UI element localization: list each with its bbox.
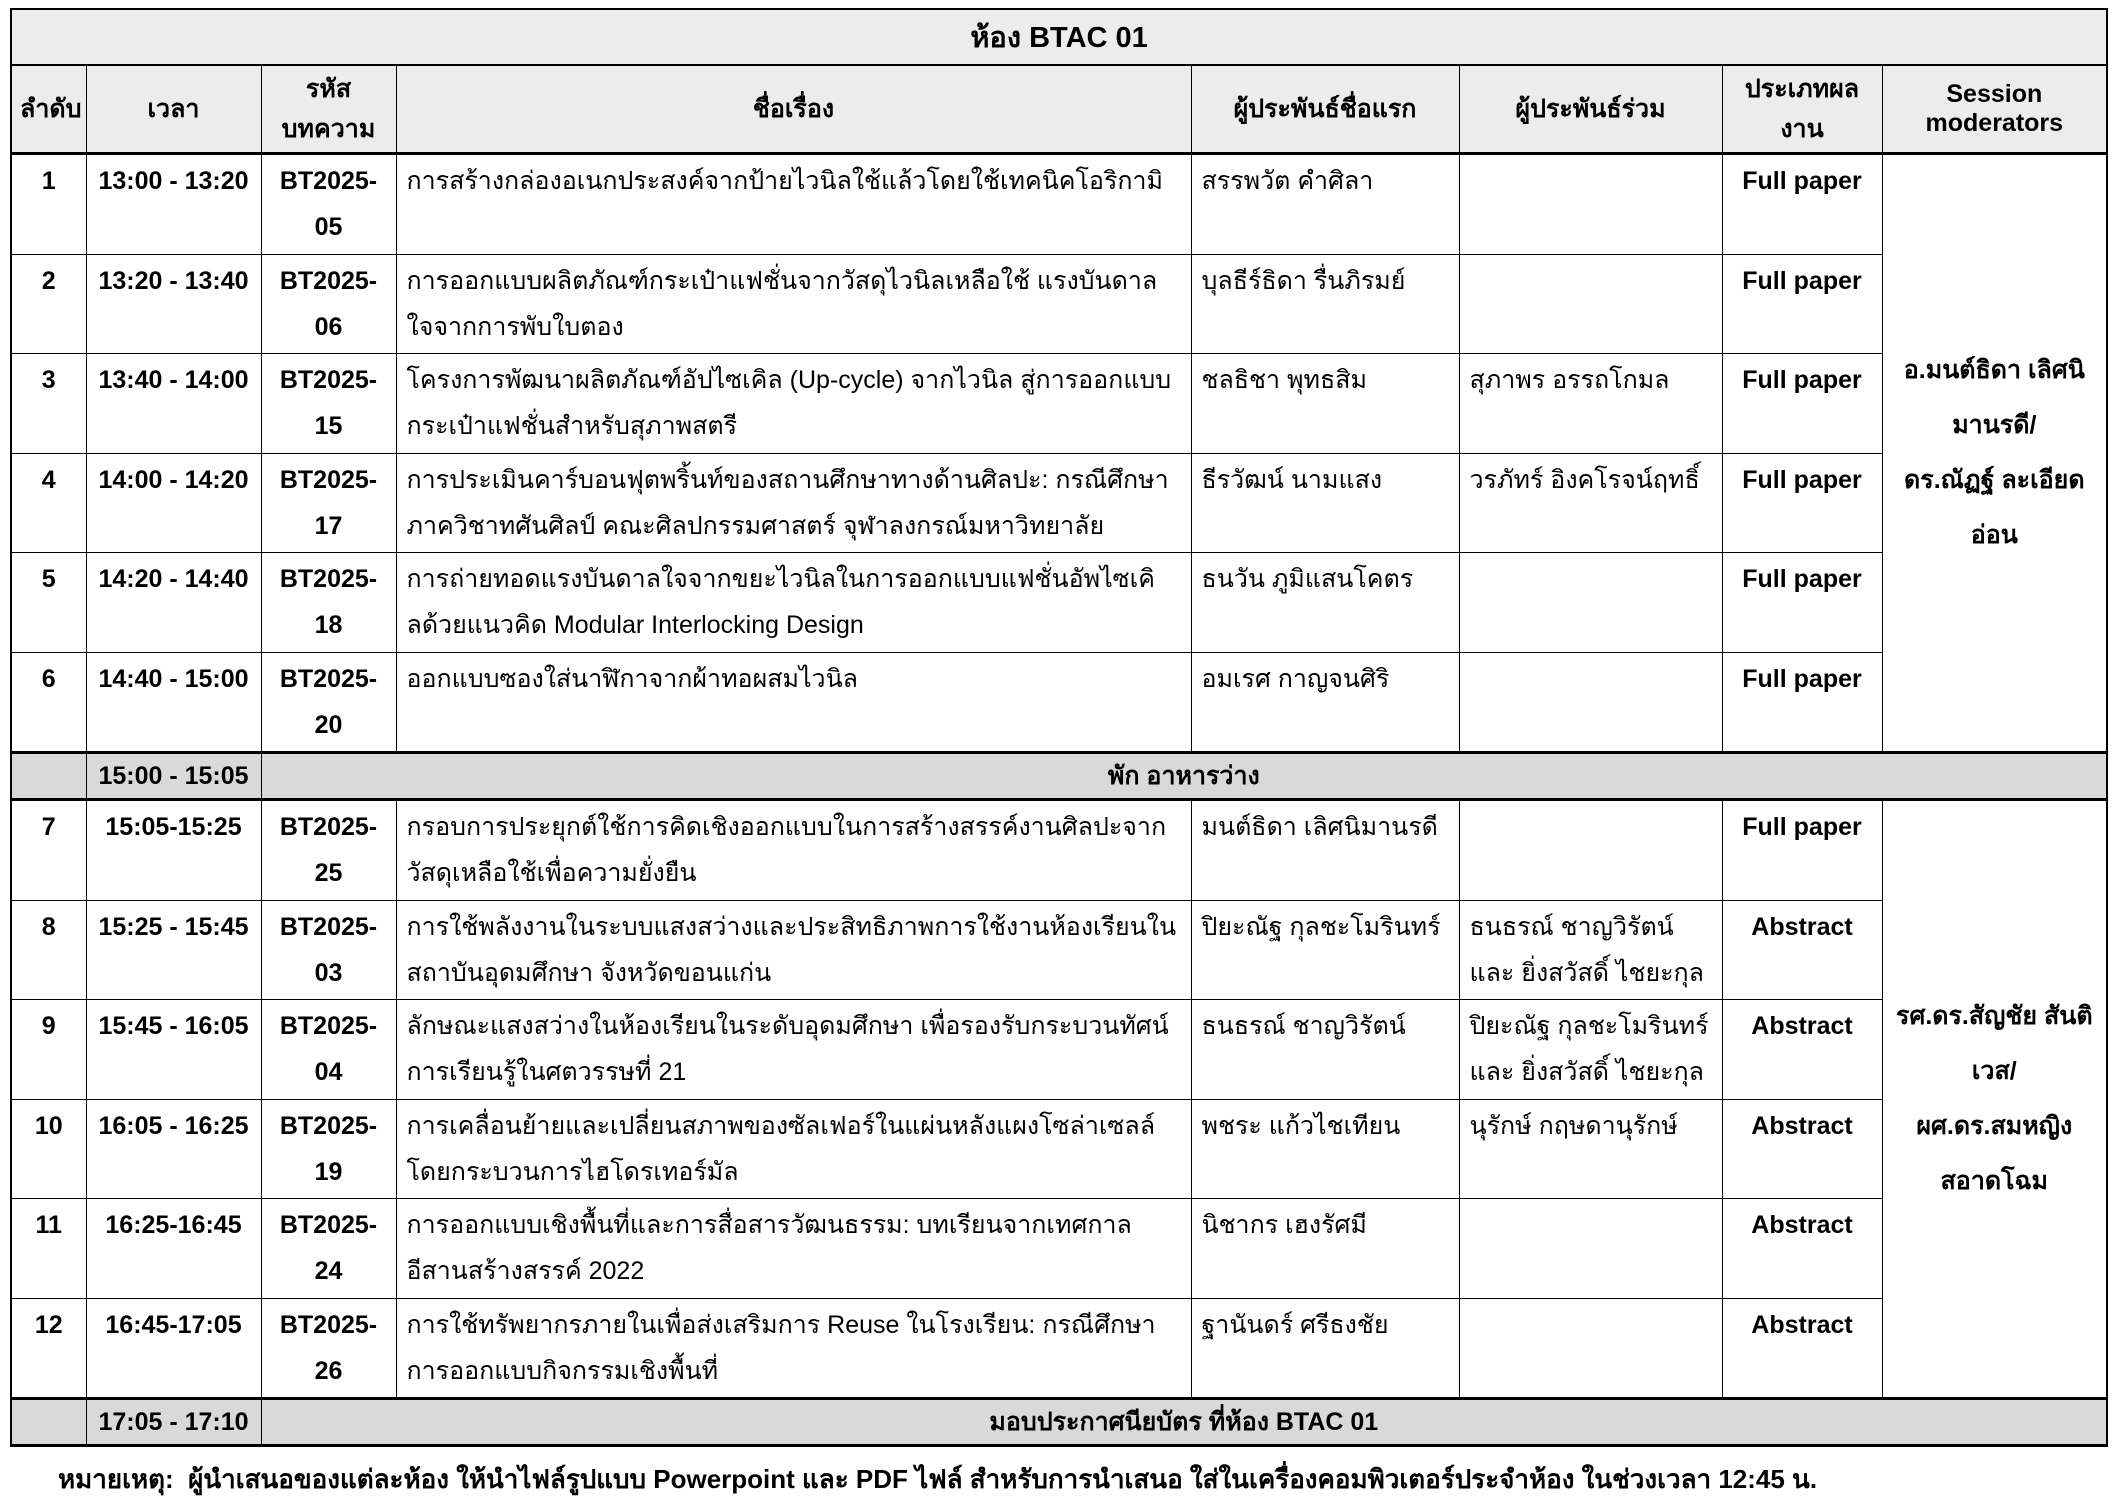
type-cell: Abstract	[1722, 1199, 1882, 1299]
room-title: ห้อง BTAC 01	[11, 9, 2107, 65]
type-cell: Full paper	[1722, 453, 1882, 553]
first-author-cell: ปิยะณัฐ กุลชะโมรินทร์	[1191, 900, 1459, 1000]
coauthor-cell: ธนธรณ์ ชาญวิรัตน์ และ ยิ่งสวัสดิ์ ไชยะกุล	[1459, 900, 1722, 1000]
order-cell: 12	[11, 1298, 86, 1399]
order-cell: 8	[11, 900, 86, 1000]
type-cell: Full paper	[1722, 254, 1882, 354]
title-cell: การใช้ทรัพยากรภายในเพื่อส่งเสริมการ Reuse ในโรงเรียน: กรณีศึกษาการออกแบบกิจกรรมเชิงพื้นที่	[396, 1298, 1191, 1399]
paper-code-cell: BT2025-18	[261, 553, 396, 653]
coauthor-cell	[1459, 254, 1722, 354]
coauthor-cell	[1459, 154, 1722, 255]
break-row	[11, 1399, 2107, 1446]
type-cell: Abstract	[1722, 1298, 1882, 1399]
table-row	[11, 1199, 2107, 1299]
paper-code-cell: BT2025-26	[261, 1298, 396, 1399]
time-cell: 16:25-16:45	[86, 1199, 261, 1299]
order-cell: 3	[11, 354, 86, 454]
moderator-line: ดร.ณัฏฐ์ ละเอียดอ่อน	[1904, 466, 2085, 549]
table-row	[11, 1298, 2107, 1399]
paper-code-cell: BT2025-04	[261, 1000, 396, 1100]
coauthor-cell	[1459, 652, 1722, 753]
note-text: ผู้นำเสนอของแต่ละห้อง ให้นำไฟล์รูปแบบ Powerpoint และ PDF ไฟล์ สำหรับการนำเสนอ ใส่ในเครื่องคอมพิวเตอร์ประจำห้อง ในช่วงเวลา 12:45 น.	[188, 1464, 1818, 1494]
title-cell: การออกแบบผลิตภัณฑ์กระเป๋าแฟชั่นจากวัสดุไวนิลเหลือใช้ แรงบันดาลใจจากการพับใบตอง	[396, 254, 1191, 354]
first-author-cell: สรรพวัต คำศิลา	[1191, 154, 1459, 255]
type-cell: Abstract	[1722, 1000, 1882, 1100]
coauthor-cell: ปิยะณัฐ กุลชะโมรินทร์ และ ยิ่งสวัสดิ์ ไชยะกุล	[1459, 1000, 1722, 1100]
title-cell: การออกแบบเชิงพื้นที่และการสื่อสารวัฒนธรรม: บทเรียนจากเทศกาลอีสานสร้างสรรค์ 2022	[396, 1199, 1191, 1299]
time-cell: 15:05-15:25	[86, 800, 261, 901]
type-cell: Abstract	[1722, 900, 1882, 1000]
table-row	[11, 354, 2107, 454]
type-cell: Full paper	[1722, 800, 1882, 901]
order-cell: 7	[11, 800, 86, 901]
table-row	[11, 1000, 2107, 1100]
time-cell: 17:05 - 17:10	[86, 1399, 261, 1446]
title-cell: ออกแบบซองใส่นาฬิกาจากผ้าทอผสมไวนิล	[396, 652, 1191, 753]
header-moderators: Session moderators	[1882, 65, 2107, 154]
table-row	[11, 900, 2107, 1000]
order-cell: 9	[11, 1000, 86, 1100]
moderators-cell	[1882, 154, 2107, 753]
coauthor-cell	[1459, 553, 1722, 653]
break-label-cell: พัก อาหารว่าง	[261, 753, 2107, 800]
break-row	[11, 753, 2107, 800]
title-cell: การเคลื่อนย้ายและเปลี่ยนสภาพของซัลเฟอร์ในแผ่นหลังแผงโซล่าเซลล์โดยกระบวนการไฮโดรเทอร์มัล	[396, 1099, 1191, 1199]
coauthor-cell: วรภัทร์ อิงคโรจน์ฤทธิ์	[1459, 453, 1722, 553]
break-label-cell: มอบประกาศนียบัตร ที่ห้อง BTAC 01	[261, 1399, 2107, 1446]
time-cell: 13:00 - 13:20	[86, 154, 261, 255]
coauthor-cell: นุรักษ์ กฤษดานุรักษ์	[1459, 1099, 1722, 1199]
first-author-cell: อมเรศ กาญจนศิริ	[1191, 652, 1459, 753]
type-cell: Full paper	[1722, 154, 1882, 255]
time-cell: 14:20 - 14:40	[86, 553, 261, 653]
time-cell: 15:25 - 15:45	[86, 900, 261, 1000]
paper-code-cell: BT2025-24	[261, 1199, 396, 1299]
title-cell: การใช้พลังงานในระบบแสงสว่างและประสิทธิภาพการใช้งานห้องเรียนในสถาบันอุดมศึกษา จังหวัดขอนแก่น	[396, 900, 1191, 1000]
header-type: ประเภทผลงาน	[1722, 65, 1882, 154]
title-cell: การประเมินคาร์บอนฟุตพริ้นท์ของสถานศึกษาทางด้านศิลปะ: กรณีศึกษาภาควิชาทศันศิลป์ คณะศิลปกรรมศาสตร์ จุฬาลงกรณ์มหาวิทยาลัย	[396, 453, 1191, 553]
order-cell: 11	[11, 1199, 86, 1299]
type-cell: Full paper	[1722, 652, 1882, 753]
moderator-line: ผศ.ดร.สมหญิง สอาดโฉม	[1916, 1112, 2073, 1195]
coauthor-cell	[1459, 800, 1722, 901]
title-cell: ลักษณะแสงสว่างในห้องเรียนในระดับอุดมศึกษา เพื่อรองรับกระบวนทัศน์การเรียนรู้ในศตวรรษที่ 21	[396, 1000, 1191, 1100]
first-author-cell: มนต์ธิดา เลิศนิมานรดี	[1191, 800, 1459, 901]
type-cell: Abstract	[1722, 1099, 1882, 1199]
paper-code-cell: BT2025-17	[261, 453, 396, 553]
table-row	[11, 652, 2107, 753]
first-author-cell: ธีรวัฒน์ นามแสง	[1191, 453, 1459, 553]
note	[58, 1463, 2106, 1497]
time-cell: 15:00 - 15:05	[86, 753, 261, 800]
table-row	[11, 800, 2107, 901]
time-cell: 16:05 - 16:25	[86, 1099, 261, 1199]
table-row	[11, 453, 2107, 553]
table-row	[11, 553, 2107, 653]
time-cell: 14:40 - 15:00	[86, 652, 261, 753]
first-author-cell: ชลธิชา พุทธสิม	[1191, 354, 1459, 454]
first-author-cell: บุลธีร์ธิดา รื่นภิรมย์	[1191, 254, 1459, 354]
title-cell: การถ่ายทอดแรงบันดาลใจจากขยะไวนิลในการออกแบบแฟชั่นอัพไซเคิลด้วยแนวคิด Modular Interlocking Design	[396, 553, 1191, 653]
header-coauthor: ผู้ประพันธ์ร่วม	[1459, 65, 1722, 154]
title-cell: การสร้างกล่องอเนกประสงค์จากป้ายไวนิลใช้แล้วโดยใช้เทคนิคโอริกามิ	[396, 154, 1191, 255]
header-first-author: ผู้ประพันธ์ชื่อแรก	[1191, 65, 1459, 154]
time-cell: 13:20 - 13:40	[86, 254, 261, 354]
time-cell: 13:40 - 14:00	[86, 354, 261, 454]
order-cell	[11, 753, 86, 800]
first-author-cell: ฐานันดร์ ศรีธงชัย	[1191, 1298, 1459, 1399]
first-author-cell: พชระ แก้วไชเทียน	[1191, 1099, 1459, 1199]
first-author-cell: ธนวัน ภูมิแสนโคตร	[1191, 553, 1459, 653]
type-cell: Full paper	[1722, 553, 1882, 653]
time-cell: 14:00 - 14:20	[86, 453, 261, 553]
paper-code-cell: BT2025-15	[261, 354, 396, 454]
order-cell: 4	[11, 453, 86, 553]
note-label: หมายเหตุ:	[58, 1464, 174, 1494]
order-cell: 5	[11, 553, 86, 653]
header-order: ลำดับ	[11, 65, 86, 154]
order-cell: 2	[11, 254, 86, 354]
table-row	[11, 154, 2107, 255]
paper-code-cell: BT2025-05	[261, 154, 396, 255]
type-cell: Full paper	[1722, 354, 1882, 454]
order-cell: 6	[11, 652, 86, 753]
paper-code-cell: BT2025-03	[261, 900, 396, 1000]
title-cell: โครงการพัฒนาผลิตภัณฑ์อัปไซเคิล (Up-cycle) จากไวนิล สู่การออกแบบกระเป๋าแฟชั่นสำหรับสุภาพสตรี	[396, 354, 1191, 454]
table-row	[11, 254, 2107, 354]
first-author-cell: ธนธรณ์ ชาญวิรัตน์	[1191, 1000, 1459, 1100]
table-header-row	[11, 65, 2107, 154]
paper-code-cell: BT2025-19	[261, 1099, 396, 1199]
order-cell: 1	[11, 154, 86, 255]
order-cell: 10	[11, 1099, 86, 1199]
paper-code-cell: BT2025-25	[261, 800, 396, 901]
header-title: ชื่อเรื่อง	[396, 65, 1191, 154]
moderators-cell	[1882, 800, 2107, 1399]
table-row	[11, 1099, 2107, 1199]
coauthor-cell	[1459, 1298, 1722, 1399]
first-author-cell: นิชากร เฮงรัศมี	[1191, 1199, 1459, 1299]
moderator-line: รศ.ดร.สัญชัย สันติเวส/	[1896, 1002, 2093, 1085]
header-paper-code: รหัสบทความ	[261, 65, 396, 154]
header-time: เวลา	[86, 65, 261, 154]
time-cell: 15:45 - 16:05	[86, 1000, 261, 1100]
time-cell: 16:45-17:05	[86, 1298, 261, 1399]
coauthor-cell: สุภาพร อรรถโกมล	[1459, 354, 1722, 454]
moderator-line: อ.มนต์ธิดา เลิศนิมานรดี/	[1903, 356, 2085, 439]
paper-code-cell: BT2025-06	[261, 254, 396, 354]
coauthor-cell	[1459, 1199, 1722, 1299]
table-title-row	[11, 9, 2107, 65]
paper-code-cell: BT2025-20	[261, 652, 396, 753]
schedule-table	[10, 8, 2108, 1447]
order-cell	[11, 1399, 86, 1446]
title-cell: กรอบการประยุกต์ใช้การคิดเชิงออกแบบในการสร้างสรรค์งานศิลปะจากวัสดุเหลือใช้เพื่อความยั่งยืน	[396, 800, 1191, 901]
